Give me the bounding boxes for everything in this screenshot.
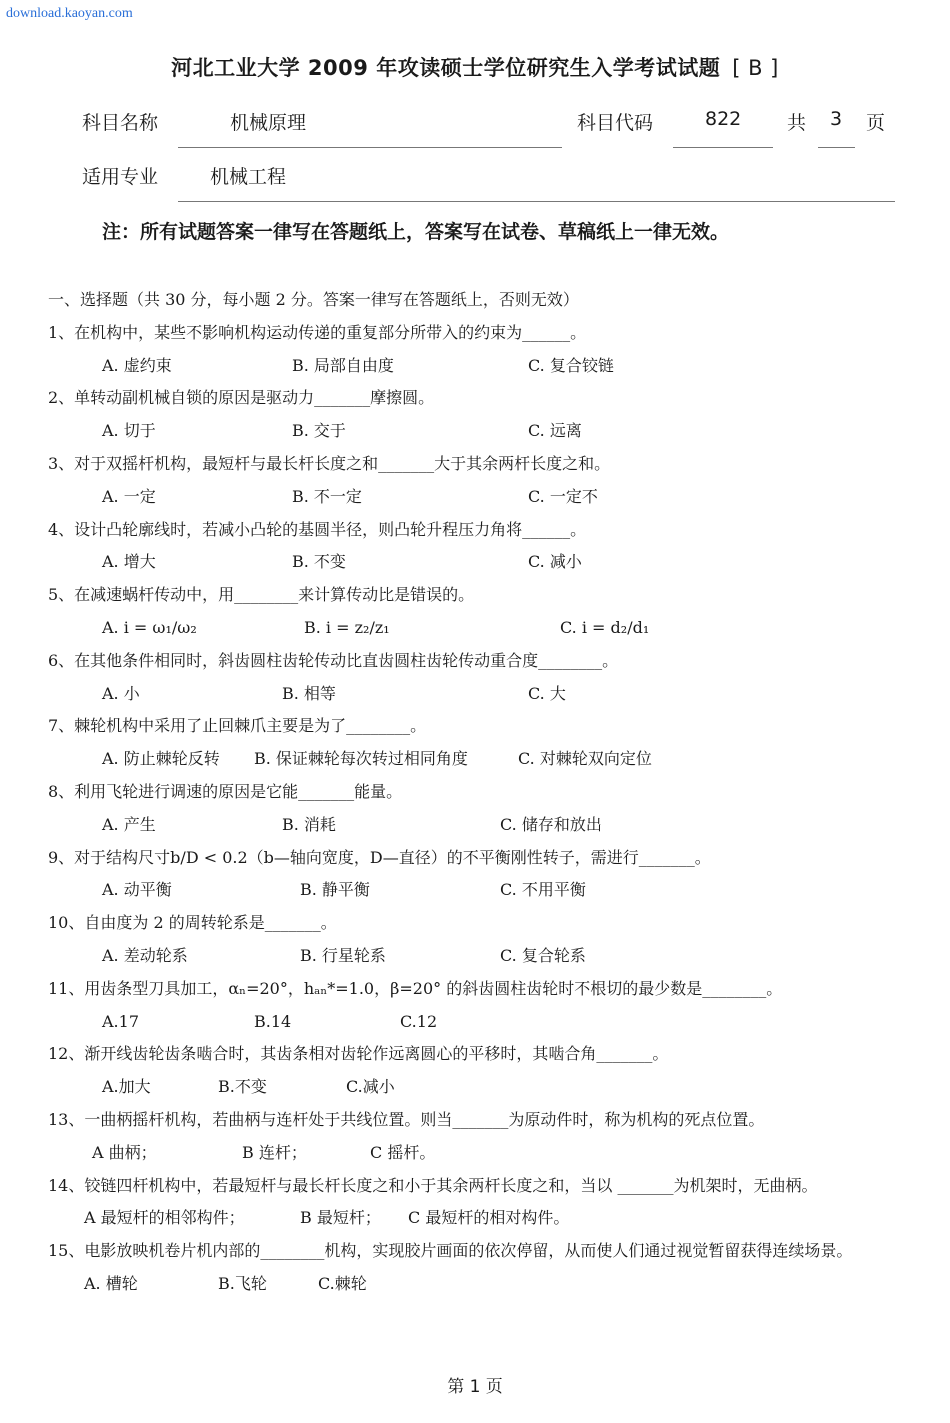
option: B. 不变 (292, 552, 346, 572)
option: C.棘轮 (318, 1273, 367, 1293)
watermark[interactable]: download.kaoyan.com (6, 6, 133, 21)
option: A. 槽轮 (84, 1273, 138, 1293)
pages-value: 3 (830, 108, 843, 130)
option: A. i = ω₁/ω₂ (102, 617, 197, 637)
question-section (48, 284, 918, 1301)
option: B.飞轮 (218, 1273, 267, 1293)
options-14 (48, 1202, 918, 1235)
question-13: 13、一曲柄摇杆机构，若曲柄与连杆处于共线位置。则当_______为原动件时，称为机构的死点位置。 (48, 1109, 765, 1129)
question-6: 6、在其他条件相同时，斜齿圆柱齿轮传动比直齿圆柱齿轮传动重合度________。 (48, 650, 619, 670)
option: A 最短杆的相邻构件； (84, 1208, 245, 1228)
question-11: 11、用齿条型刀具加工，αₙ=20°，hₐₙ*=1.0，β=20° 的斜齿圆柱齿轮时不根切的最少数是________。 (48, 978, 783, 998)
option: A. 动平衡 (102, 880, 172, 900)
options-12 (48, 1071, 918, 1104)
option: A. 小 (102, 683, 140, 703)
options-3 (48, 481, 918, 514)
section-title: 一、选择题（共 30 分，每小题 2 分。答案一律写在答题纸上，否则无效） (48, 290, 579, 309)
options-9 (48, 874, 918, 907)
question-12: 12、渐开线齿轮齿条啮合时，其齿条相对齿轮作远离圆心的平移时，其啮合角_______。 (48, 1044, 669, 1064)
question-14: 14、铰链四杆机构中，若最短杆与最长杆长度之和小于其余两杆长度之和，当以 _______为机架时，无曲柄。 (48, 1175, 818, 1195)
subject-underline (178, 147, 562, 148)
option: B 连杆； (242, 1142, 307, 1162)
option: B. 局部自由度 (292, 355, 394, 375)
option: B.14 (254, 1011, 292, 1031)
question-10: 10、自由度为 2 的周转轮系是_______。 (48, 913, 337, 933)
pages-suffix: 页 (866, 112, 886, 134)
code-value: 822 (705, 108, 742, 130)
question-8: 8、利用飞轮进行调速的原因是它能_______能量。 (48, 781, 403, 801)
major-label: 适用专业 (82, 166, 159, 188)
major-value: 机械工程 (210, 166, 287, 188)
option: A. 增大 (102, 552, 156, 572)
options-6 (48, 678, 918, 711)
option: C. 大 (528, 683, 566, 703)
option: B. 相等 (282, 683, 336, 703)
option: C 摇杆。 (370, 1142, 436, 1162)
question-15: 15、电影放映机卷片机内部的________机构，实现胶片画面的依次停留，从而使人们通过视觉暂留获得连续场景。 (48, 1241, 853, 1261)
options-13 (48, 1137, 918, 1170)
option: C. 复合轮系 (500, 945, 586, 965)
exam-title (0, 52, 950, 82)
question-5: 5、在减速蜗杆传动中，用________来计算传动比是错误的。 (48, 585, 475, 605)
option: C. 一定不 (528, 486, 598, 506)
question-7: 7、棘轮机构中采用了止回棘爪主要是为了________。 (48, 716, 427, 736)
option: C. 远离 (528, 421, 582, 441)
options-11 (48, 1006, 918, 1039)
option: C. i = d₂/d₁ (560, 617, 650, 637)
options-8 (48, 809, 918, 842)
code-label: 科目代码 (577, 112, 654, 134)
paper-code: [ B ] (732, 56, 779, 80)
options-1 (48, 350, 918, 383)
option: A. 防止棘轮反转 (102, 749, 220, 769)
question-2: 2、单转动副机械自锁的原因是驱动力_______摩擦圆。 (48, 388, 435, 408)
subject-label: 科目名称 (82, 112, 159, 134)
option: B. 交于 (292, 421, 346, 441)
option: A. 切于 (102, 421, 156, 441)
option: C 最短杆的相对构件。 (408, 1208, 570, 1228)
option: C.12 (400, 1011, 438, 1031)
option: B 最短杆； (300, 1208, 381, 1228)
code-underline (673, 147, 773, 148)
option: C. 对棘轮双向定位 (518, 749, 652, 769)
option: C. 储存和放出 (500, 814, 602, 834)
page-number: 第 1 页 (447, 1377, 503, 1397)
subject-value: 机械原理 (230, 112, 307, 134)
option: C. 复合铰链 (528, 355, 614, 375)
question-4: 4、设计凸轮廓线时，若减小凸轮的基圆半径，则凸轮升程压力角将______。 (48, 519, 587, 539)
question-3: 3、对于双摇杆机构，最短杆与最长杆长度之和_______大于其余两杆长度之和。 (48, 453, 611, 473)
option: A.加大 (102, 1077, 151, 1097)
title-text: 河北工业大学 2009 年攻读硕士学位研究生入学考试试题 (171, 56, 721, 80)
option: A. 一定 (102, 486, 156, 506)
option: B. 行星轮系 (300, 945, 386, 965)
option: B. 消耗 (282, 814, 336, 834)
option: B.不变 (218, 1077, 267, 1097)
option: C.减小 (346, 1077, 395, 1097)
option: A.17 (102, 1011, 139, 1031)
options-4 (48, 546, 918, 579)
option: A. 产生 (102, 814, 156, 834)
option: B. 保证棘轮每次转过相同角度 (254, 749, 468, 769)
options-2 (48, 415, 918, 448)
question-1: 1、在机构中，某些不影响机构运动传递的重复部分所带入的约束为______。 (48, 322, 587, 342)
pages-prefix: 共 (787, 112, 807, 134)
option: C. 不用平衡 (500, 880, 586, 900)
option: B. 不一定 (292, 486, 362, 506)
options-7 (48, 743, 918, 776)
options-5 (48, 612, 918, 645)
option: A. 虚约束 (102, 355, 172, 375)
question-9: 9、对于结构尺寸b/D < 0.2（b—轴向宽度，D—直径）的不平衡刚性转子，需进行_______。 (48, 847, 711, 867)
options-15 (48, 1268, 918, 1301)
major-underline (178, 201, 895, 202)
exam-note: 注：所有试题答案一律写在答题纸上，答案写在试卷、草稿纸上一律无效。 (102, 221, 730, 243)
option: A. 差动轮系 (102, 945, 188, 965)
option: C. 减小 (528, 552, 582, 572)
options-10 (48, 940, 918, 973)
option: B. 静平衡 (300, 880, 370, 900)
pages-underline (818, 147, 855, 148)
option: B. i = z₂/z₁ (304, 617, 390, 637)
option: A 曲柄； (92, 1142, 157, 1162)
